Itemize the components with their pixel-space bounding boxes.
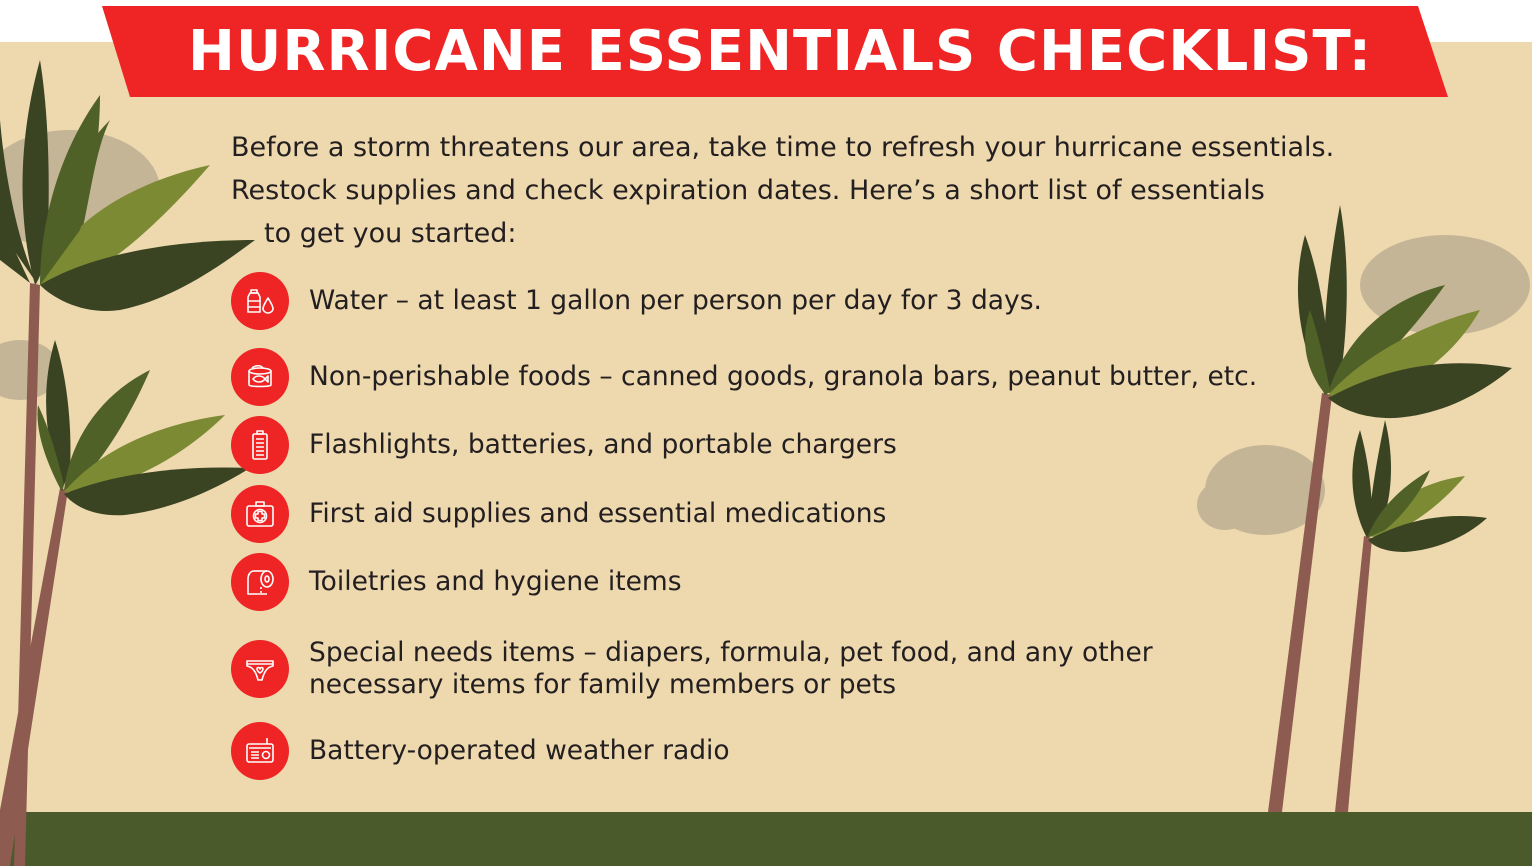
canned-food-icon [231,348,289,406]
list-item-label: Battery-operated weather radio [309,735,730,766]
radio-icon [231,722,289,780]
ground-strip [0,812,1532,866]
list-item-label: Non-perishable foods – canned goods, granola bars, peanut butter, etc. [309,361,1258,392]
list-item-label [309,637,1153,701]
list-item-radio [231,722,730,780]
first-aid-kit-icon [231,485,289,543]
list-item-label-line-2: necessary items for family members or pets [309,669,897,700]
page-title: HURRICANE ESSENTIALS CHECKLIST: [188,19,1372,84]
list-item-label: Water – at least 1 gallon per person per day for 3 days. [309,285,1042,316]
battery-icon [231,416,289,474]
list-item-toiletries [231,553,682,611]
palm-tree-left-short [0,340,250,866]
list-item-water [231,272,1042,330]
list-item-label: Flashlights, batteries, and portable chargers [309,429,897,460]
intro-line-2: Restock supplies and check expiration dates. Here’s a short list of essentials [231,175,1265,206]
intro-line-3: to get you started: [264,218,517,249]
list-item-special-needs [231,637,1153,701]
diaper-icon [231,640,289,698]
list-item-label: Toiletries and hygiene items [309,566,682,597]
water-bottle-icon [231,272,289,330]
list-item-label: First aid supplies and essential medications [309,498,887,529]
intro-line-1: Before a storm threatens our area, take time to refresh your hurricane essentials. [231,132,1335,163]
list-item-label-line-1: Special needs items – diapers, formula, pet food, and any other [309,637,1153,668]
intro-paragraph [231,126,1422,255]
list-item-flashlights [231,416,897,474]
palm-tree-right-short [1335,420,1487,812]
list-item-foods [231,348,1257,406]
toilet-paper-icon [231,553,289,611]
list-item-first-aid [231,485,886,543]
